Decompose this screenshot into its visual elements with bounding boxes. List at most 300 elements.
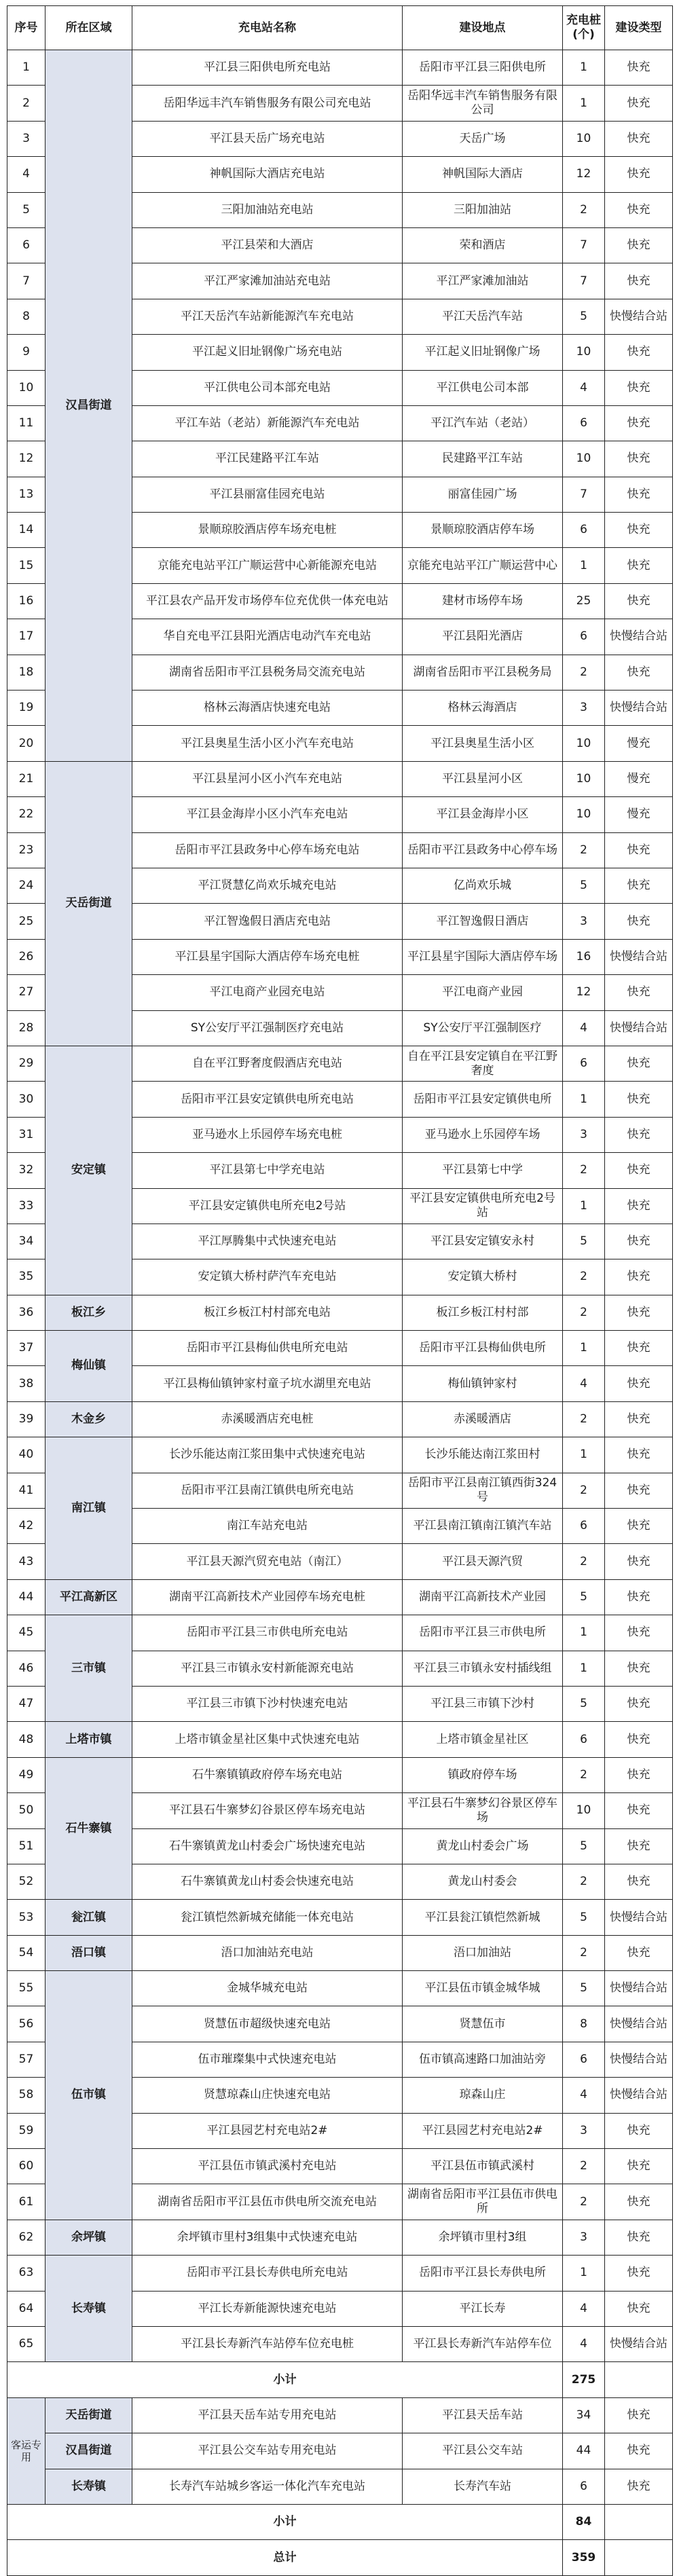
- row-build-type: 快充: [605, 1722, 673, 1757]
- header-idx: 序号: [7, 6, 45, 50]
- row-build-type: 快充: [605, 157, 673, 192]
- table-row: [7, 1935, 673, 1970]
- row-charger-count: 3: [563, 691, 605, 726]
- row-build-type: 快充: [605, 1153, 673, 1188]
- row-station-name: 亚马逊水上乐园停车场充电桩: [132, 1117, 403, 1152]
- row-site: 格林云海酒店: [403, 691, 563, 726]
- row-charger-count: 2: [563, 832, 605, 868]
- row-index: 9: [7, 335, 45, 370]
- bus-row-area: 汉昌街道: [45, 2433, 132, 2469]
- row-site: 平江县伍市镇金城华城: [403, 1971, 563, 2006]
- row-site: 赤溪暖酒店: [403, 1401, 563, 1437]
- row-area: 瓮江镇: [45, 1900, 132, 1935]
- row-index: 17: [7, 619, 45, 655]
- row-station-name: 平江县奥星生活小区小汽车充电站: [132, 726, 403, 761]
- row-site: 岳阳市平江县梅仙供电所: [403, 1331, 563, 1366]
- row-build-type: 快充: [605, 1331, 673, 1366]
- table-row: [7, 1900, 673, 1935]
- row-index: 54: [7, 1935, 45, 1970]
- row-area: 余坪镇: [45, 2220, 132, 2255]
- row-site: SY公安厅平江强制医疗: [403, 1010, 563, 1046]
- row-charger-count: 5: [563, 1579, 605, 1615]
- row-charger-count: 5: [563, 1971, 605, 2006]
- row-station-name: 平江县第七中学充电站: [132, 1153, 403, 1188]
- row-site: 岳阳市平江县长寿供电所: [403, 2256, 563, 2291]
- row-charger-count: 5: [563, 868, 605, 903]
- row-charger-count: 1: [563, 548, 605, 583]
- bus-row-build-type: 快充: [605, 2469, 673, 2504]
- row-station-name: 平江县三市镇永安村新能源充电站: [132, 1651, 403, 1686]
- row-site: 平江县伍市镇武溪村: [403, 2149, 563, 2184]
- row-station-name: 平江电商产业园充电站: [132, 975, 403, 1010]
- table-row: [7, 1579, 673, 1615]
- row-site: 岳阳市平江县政务中心停车场: [403, 832, 563, 868]
- row-charger-count: 2: [563, 1259, 605, 1295]
- row-charger-count: 10: [563, 726, 605, 761]
- row-charger-count: 4: [563, 1366, 605, 1401]
- row-station-name: 赤溪暖酒店充电桩: [132, 1401, 403, 1437]
- row-station-name: 平江严家滩加油站充电站: [132, 263, 403, 299]
- row-station-name: 石牛寨镇黄龙山村委会快速充电站: [132, 1864, 403, 1899]
- row-build-type: 快充: [605, 227, 673, 263]
- row-site: 平江电商产业园: [403, 975, 563, 1010]
- row-charger-count: 6: [563, 1046, 605, 1081]
- row-station-name: 平江县星河小区小汽车充电站: [132, 761, 403, 796]
- row-build-type: 快充: [605, 1437, 673, 1473]
- row-station-name: 平江县安定镇供电所充电2号站: [132, 1188, 403, 1223]
- row-charger-count: 2: [563, 1401, 605, 1437]
- row-area: 汉昌街道: [45, 50, 132, 762]
- row-charger-count: 1: [563, 1615, 605, 1651]
- bus-row-site: 长寿汽车站: [403, 2469, 563, 2504]
- row-index: 43: [7, 1544, 45, 1579]
- row-build-type: 快充: [605, 1188, 673, 1223]
- row-index: 37: [7, 1331, 45, 1366]
- row-charger-count: 2: [563, 655, 605, 690]
- row-charger-count: 5: [563, 1223, 605, 1259]
- row-station-name: 余坪镇市里村3组集中式快速充电站: [132, 2220, 403, 2255]
- row-charger-count: 10: [563, 1793, 605, 1828]
- table-row: [7, 2220, 673, 2255]
- row-index: 27: [7, 975, 45, 1010]
- row-charger-count: 12: [563, 975, 605, 1010]
- row-station-name: 京能充电站平江广顺运营中心新能源充电站: [132, 548, 403, 583]
- row-charger-count: 1: [563, 1331, 605, 1366]
- row-build-type: 快充: [605, 405, 673, 441]
- row-area: 平江高新区: [45, 1579, 132, 1615]
- row-index: 61: [7, 2184, 45, 2220]
- row-index: 60: [7, 2149, 45, 2184]
- row-station-name: 金城华城充电站: [132, 1971, 403, 2006]
- row-site: 平江县奥星生活小区: [403, 726, 563, 761]
- row-site: 岳阳市平江县安定镇供电所: [403, 1082, 563, 1117]
- row-site: 贤慧伍市: [403, 2006, 563, 2042]
- row-site: 平江县瓮江镇恺然新城: [403, 1900, 563, 1935]
- row-charger-count: 10: [563, 797, 605, 832]
- row-build-type: 快充: [605, 441, 673, 477]
- row-charger-count: 8: [563, 2006, 605, 2042]
- row-build-type: 快充: [605, 513, 673, 548]
- row-station-name: 石牛寨镇黄龙山村委会广场快速充电站: [132, 1828, 403, 1864]
- row-charger-count: 10: [563, 441, 605, 477]
- row-build-type: 快充: [605, 2256, 673, 2291]
- row-charger-count: 12: [563, 157, 605, 192]
- row-site: 湖南平江高新技术产业园: [403, 1579, 563, 1615]
- subtotal-label: 小计: [7, 2362, 563, 2397]
- row-build-type: 快充: [605, 1259, 673, 1295]
- row-station-name: 平江车站（老站）新能源汽车充电站: [132, 405, 403, 441]
- row-station-name: 伍市璀璨集中式快速充电站: [132, 2042, 403, 2077]
- row-station-name: 平江县金海岸小区小汽车充电站: [132, 797, 403, 832]
- row-index: 30: [7, 1082, 45, 1117]
- row-charger-count: 6: [563, 2042, 605, 2077]
- row-area: 板江乡: [45, 1295, 132, 1330]
- row-index: 1: [7, 50, 45, 86]
- table-row: [7, 1046, 673, 1081]
- row-index: 65: [7, 2327, 45, 2362]
- row-build-type: 快充: [605, 1828, 673, 1864]
- row-index: 4: [7, 157, 45, 192]
- row-area: 南江镇: [45, 1437, 132, 1580]
- row-index: 48: [7, 1722, 45, 1757]
- row-charger-count: 10: [563, 761, 605, 796]
- row-index: 49: [7, 1757, 45, 1792]
- row-site: 平江汽车站（老站）: [403, 405, 563, 441]
- row-build-type: 快充: [605, 868, 673, 903]
- subtotal-count: 275: [563, 2362, 605, 2397]
- table-row: [7, 50, 673, 86]
- row-build-type: 快慢结合站: [605, 1010, 673, 1046]
- row-build-type: 快充: [605, 121, 673, 156]
- row-index: 33: [7, 1188, 45, 1223]
- row-build-type: 快慢结合站: [605, 1900, 673, 1935]
- row-build-type: 快充: [605, 1223, 673, 1259]
- row-site: 湖南省岳阳市平江县伍市供电所: [403, 2184, 563, 2220]
- row-charger-count: 4: [563, 2078, 605, 2113]
- total-count: 359: [563, 2540, 605, 2575]
- row-index: 56: [7, 2006, 45, 2042]
- row-station-name: 岳阳市平江县梅仙供电所充电站: [132, 1331, 403, 1366]
- row-charger-count: 2: [563, 1153, 605, 1188]
- row-site: 平江县南江镇南江镇汽车站: [403, 1509, 563, 1544]
- row-area: 上塔市镇: [45, 1722, 132, 1757]
- row-charger-count: 6: [563, 405, 605, 441]
- row-build-type: 快充: [605, 1935, 673, 1970]
- row-index: 2: [7, 86, 45, 121]
- row-build-type: 快充: [605, 975, 673, 1010]
- row-charger-count: 5: [563, 299, 605, 334]
- bus-table-row: [7, 2469, 673, 2504]
- row-build-type: 快充: [605, 192, 673, 227]
- row-site: 岳阳市平江县南江镇西街324号: [403, 1473, 563, 1508]
- row-charger-count: 2: [563, 2184, 605, 2220]
- row-build-type: 快充: [605, 50, 673, 86]
- row-index: 39: [7, 1401, 45, 1437]
- bus-table-row: [7, 2397, 673, 2433]
- row-site: 京能充电站平江广顺运营中心: [403, 548, 563, 583]
- row-index: 6: [7, 227, 45, 263]
- row-charger-count: 2: [563, 1544, 605, 1579]
- row-index: 42: [7, 1509, 45, 1544]
- row-site: 丽富佳园广场: [403, 477, 563, 512]
- row-charger-count: 5: [563, 1686, 605, 1721]
- row-index: 46: [7, 1651, 45, 1686]
- row-station-name: 平江民建路平江车站: [132, 441, 403, 477]
- row-site: 岳阳市平江县三市供电所: [403, 1615, 563, 1651]
- row-site: 平江供电公司本部: [403, 370, 563, 405]
- table-row: [7, 1437, 673, 1473]
- row-build-type: 快充: [605, 1509, 673, 1544]
- row-station-name: 平江智逸假日酒店充电站: [132, 904, 403, 939]
- subtotal-row: [7, 2362, 673, 2397]
- bus-table-row: [7, 2433, 673, 2469]
- row-index: 25: [7, 904, 45, 939]
- row-build-type: 快充: [605, 1473, 673, 1508]
- table-header-row: [7, 6, 673, 50]
- row-site: 亿尚欢乐城: [403, 868, 563, 903]
- header-num: 充电桩(个): [563, 6, 605, 50]
- row-build-type: 快充: [605, 1579, 673, 1615]
- row-build-type: 快慢结合站: [605, 939, 673, 974]
- row-build-type: 快充: [605, 86, 673, 121]
- row-area: 木金乡: [45, 1401, 132, 1437]
- row-station-name: 平江县三市镇下沙村快速充电站: [132, 1686, 403, 1721]
- row-station-name: 平江县梅仙镇钟家村童子坑水湖里充电站: [132, 1366, 403, 1401]
- row-station-name: 平江县农产品开发市场停车位充优供一体充电站: [132, 583, 403, 619]
- row-index: 59: [7, 2113, 45, 2148]
- row-station-name: 平江厚腾集中式快速充电站: [132, 1223, 403, 1259]
- row-build-type: 快充: [605, 477, 673, 512]
- bus-subtotal-row: [7, 2504, 673, 2539]
- row-site: 平江县安定镇安永村: [403, 1223, 563, 1259]
- row-site: 湖南省岳阳市平江县税务局: [403, 655, 563, 690]
- header-type: 建设类型: [605, 6, 673, 50]
- bus-subtotal-type-empty: [605, 2504, 673, 2539]
- row-index: 62: [7, 2220, 45, 2255]
- row-station-name: 长沙乐能达南江浆田集中式快速充电站: [132, 1437, 403, 1473]
- row-index: 34: [7, 1223, 45, 1259]
- row-station-name: 平江县荣和大酒店: [132, 227, 403, 263]
- row-station-name: 岳阳市平江县安定镇供电所充电站: [132, 1082, 403, 1117]
- bus-subtotal-label: 小计: [7, 2504, 563, 2539]
- bus-row-station-name: 平江县公交车站专用充电站: [132, 2433, 403, 2469]
- row-index: 7: [7, 263, 45, 299]
- row-site: 平江智逸假日酒店: [403, 904, 563, 939]
- row-station-name: 湖南平江高新技术产业园停车场充电桩: [132, 1579, 403, 1615]
- row-station-name: 平江县三阳供电所充电站: [132, 50, 403, 86]
- row-site: 岳阳市平江县三阳供电所: [403, 50, 563, 86]
- row-build-type: 快充: [605, 335, 673, 370]
- row-index: 41: [7, 1473, 45, 1508]
- row-site: 黄龙山村委会: [403, 1864, 563, 1899]
- row-site: 平江天岳汽车站: [403, 299, 563, 334]
- row-charger-count: 1: [563, 1188, 605, 1223]
- row-site: 平江县金海岸小区: [403, 797, 563, 832]
- row-charger-count: 16: [563, 939, 605, 974]
- bus-row-area: 长寿镇: [45, 2469, 132, 2504]
- row-build-type: 快充: [605, 1366, 673, 1401]
- row-build-type: 快充: [605, 655, 673, 690]
- row-build-type: 快充: [605, 1117, 673, 1152]
- row-index: 52: [7, 1864, 45, 1899]
- row-index: 15: [7, 548, 45, 583]
- row-charger-count: 3: [563, 904, 605, 939]
- row-charger-count: 6: [563, 1509, 605, 1544]
- row-build-type: 快充: [605, 904, 673, 939]
- row-index: 12: [7, 441, 45, 477]
- row-build-type: 快慢结合站: [605, 2006, 673, 2042]
- row-charger-count: 1: [563, 1651, 605, 1686]
- bus-row-site: 平江县公交车站: [403, 2433, 563, 2469]
- row-index: 16: [7, 583, 45, 619]
- row-site: 建材市场停车场: [403, 583, 563, 619]
- header-name: 充电站名称: [132, 6, 403, 50]
- row-charger-count: 4: [563, 2291, 605, 2326]
- row-site: 平江县天源汽贸: [403, 1544, 563, 1579]
- row-index: 23: [7, 832, 45, 868]
- row-index: 63: [7, 2256, 45, 2291]
- row-site: 伍市镇高速路口加油站旁: [403, 2042, 563, 2077]
- row-site: 景顺琼胶酒店停车场: [403, 513, 563, 548]
- row-charger-count: 2: [563, 1757, 605, 1792]
- row-charger-count: 4: [563, 2327, 605, 2362]
- charging-station-table: [7, 5, 673, 2576]
- row-charger-count: 3: [563, 2113, 605, 2148]
- row-site: 自在平江县安定镇自在平江野奢度: [403, 1046, 563, 1081]
- row-site: 平江县三市镇下沙村: [403, 1686, 563, 1721]
- row-charger-count: 5: [563, 1828, 605, 1864]
- row-charger-count: 1: [563, 1437, 605, 1473]
- row-area: 梅仙镇: [45, 1331, 132, 1402]
- table-row: [7, 1615, 673, 1651]
- row-station-name: 安定镇大桥村萨汽车充电站: [132, 1259, 403, 1295]
- bus-row-charger-count: 6: [563, 2469, 605, 2504]
- row-build-type: 快慢结合站: [605, 2327, 673, 2362]
- row-station-name: 岳阳华远丰汽车销售服务有限公司充电站: [132, 86, 403, 121]
- row-charger-count: 6: [563, 1722, 605, 1757]
- row-site: 民建路平江车站: [403, 441, 563, 477]
- row-index: 21: [7, 761, 45, 796]
- row-site: 平江县星宇国际大酒店停车场: [403, 939, 563, 974]
- row-area: 三市镇: [45, 1615, 132, 1722]
- row-station-name: 平江县天源汽贸充电站（南江）: [132, 1544, 403, 1579]
- row-site: 琼森山庄: [403, 2078, 563, 2113]
- row-index: 57: [7, 2042, 45, 2077]
- station-table-container: [7, 5, 672, 2576]
- bus-row-station-name: 平江县天岳车站专用充电站: [132, 2397, 403, 2433]
- row-build-type: 快充: [605, 1686, 673, 1721]
- table-row: [7, 1331, 673, 1366]
- row-index: 50: [7, 1793, 45, 1828]
- row-station-name: 三阳加油站充电站: [132, 192, 403, 227]
- row-station-name: 平江县石牛寨梦幻谷景区停车场充电站: [132, 1793, 403, 1828]
- row-site: 神帆国际大酒店: [403, 157, 563, 192]
- row-site: 平江县园艺村充电站2#: [403, 2113, 563, 2148]
- table-row: [7, 1295, 673, 1330]
- row-index: 19: [7, 691, 45, 726]
- row-station-name: 平江贤慧亿尚欢乐城充电站: [132, 868, 403, 903]
- row-station-name: 自在平江野奢度假酒店充电站: [132, 1046, 403, 1081]
- row-index: 38: [7, 1366, 45, 1401]
- bus-row-station-name: 长寿汽车站城乡客运一体化汽车充电站: [132, 2469, 403, 2504]
- row-area: 石牛寨镇: [45, 1757, 132, 1900]
- row-index: 28: [7, 1010, 45, 1046]
- row-index: 10: [7, 370, 45, 405]
- row-station-name: 浯口加油站充电站: [132, 1935, 403, 1970]
- row-site: 上塔市镇金星社区: [403, 1722, 563, 1757]
- row-site: 平江严家滩加油站: [403, 263, 563, 299]
- row-index: 8: [7, 299, 45, 334]
- row-charger-count: 4: [563, 370, 605, 405]
- row-area: 浯口镇: [45, 1935, 132, 1970]
- row-station-name: 岳阳市平江县政务中心停车场充电站: [132, 832, 403, 868]
- row-station-name: 平江县伍市镇武溪村充电站: [132, 2149, 403, 2184]
- row-index: 51: [7, 1828, 45, 1864]
- row-index: 22: [7, 797, 45, 832]
- row-index: 44: [7, 1579, 45, 1615]
- row-station-name: 南江车站充电站: [132, 1509, 403, 1544]
- bus-row-area: 天岳街道: [45, 2397, 132, 2433]
- row-index: 13: [7, 477, 45, 512]
- row-site: 安定镇大桥村: [403, 1259, 563, 1295]
- row-charger-count: 25: [563, 583, 605, 619]
- row-charger-count: 1: [563, 86, 605, 121]
- row-index: 31: [7, 1117, 45, 1152]
- header-site: 建设地点: [403, 6, 563, 50]
- table-row: [7, 1722, 673, 1757]
- row-site: 梅仙镇钟家村: [403, 1366, 563, 1401]
- row-site: 平江县星河小区: [403, 761, 563, 796]
- row-site: 浯口加油站: [403, 1935, 563, 1970]
- row-index: 53: [7, 1900, 45, 1935]
- table-row: [7, 2256, 673, 2291]
- bus-category: 客运专用: [7, 2397, 45, 2504]
- row-charger-count: 6: [563, 619, 605, 655]
- row-station-name: 平江县星宇国际大酒店停车场充电桩: [132, 939, 403, 974]
- row-station-name: 平江长寿新能源快速充电站: [132, 2291, 403, 2326]
- subtotal-type-empty: [605, 2362, 673, 2397]
- row-site: 板江乡板江村村部: [403, 1295, 563, 1330]
- row-site: 平江起义旧址钢像广场: [403, 335, 563, 370]
- row-charger-count: 3: [563, 2220, 605, 2255]
- row-build-type: 快充: [605, 1082, 673, 1117]
- bus-row-build-type: 快充: [605, 2433, 673, 2469]
- row-charger-count: 7: [563, 227, 605, 263]
- row-build-type: 快慢结合站: [605, 299, 673, 334]
- total-label: 总计: [7, 2540, 563, 2575]
- row-build-type: 快充: [605, 1046, 673, 1081]
- row-station-name: 板江乡板江村村部充电站: [132, 1295, 403, 1330]
- row-station-name: 平江起义旧址钢像广场充电站: [132, 335, 403, 370]
- row-charger-count: 1: [563, 2256, 605, 2291]
- row-build-type: 快慢结合站: [605, 2042, 673, 2077]
- row-station-name: 平江县天岳广场充电站: [132, 121, 403, 156]
- row-site: 平江县石牛寨梦幻谷景区停车场: [403, 1793, 563, 1828]
- bus-row-charger-count: 34: [563, 2397, 605, 2433]
- row-charger-count: 2: [563, 1864, 605, 1899]
- row-index: 36: [7, 1295, 45, 1330]
- total-row: [7, 2540, 673, 2575]
- row-index: 3: [7, 121, 45, 156]
- row-build-type: 快慢结合站: [605, 691, 673, 726]
- row-charger-count: 2: [563, 1295, 605, 1330]
- row-charger-count: 7: [563, 263, 605, 299]
- row-station-name: 湖南省岳阳市平江县伍市供电所交流充电站: [132, 2184, 403, 2220]
- row-build-type: 快充: [605, 1401, 673, 1437]
- row-charger-count: 10: [563, 335, 605, 370]
- row-site: 平江长寿: [403, 2291, 563, 2326]
- row-charger-count: 2: [563, 1935, 605, 1970]
